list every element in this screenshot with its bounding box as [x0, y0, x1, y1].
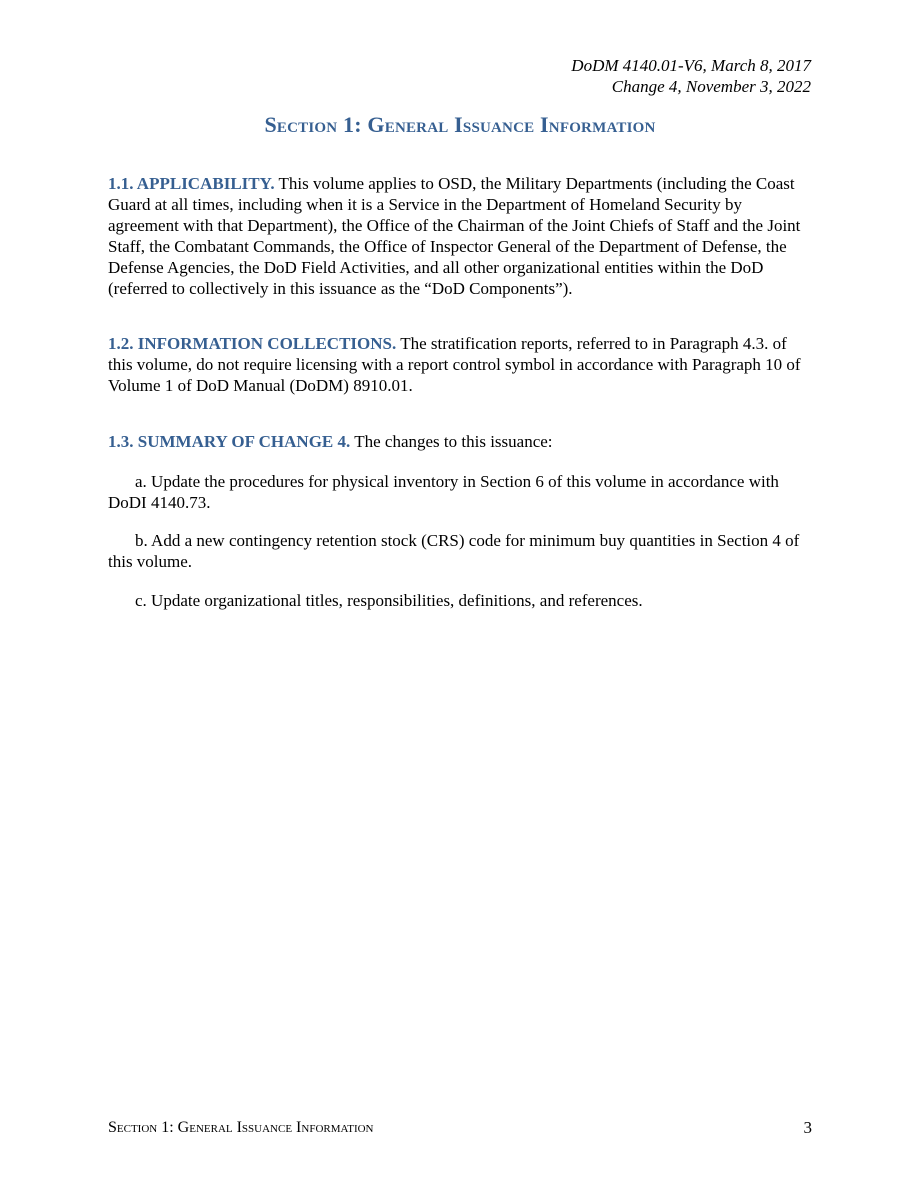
- list-item-text: b. Add a new contingency retention stock (CRS) code for minimum buy quantities in Section 4 of this volume.: [108, 531, 800, 571]
- footer-section-label: Section 1: General Issuance Information: [108, 1119, 374, 1136]
- section-title: Section 1: General Issuance Information: [264, 112, 656, 137]
- list-item-text: c. Update organizational titles, responsibilities, definitions, and references.: [135, 591, 643, 610]
- paragraph-summary-of-change: [108, 431, 812, 452]
- paragraph-text-information-collections: The stratification reports, referred to in Paragraph 4.3. of this volume, do not require licensing with a report control symbol in accordance with Paragraph 10 of Volume 1 of DoD Manual (DoDM) 8910.01.: [108, 334, 801, 395]
- list-item-b: [108, 530, 812, 572]
- paragraph-label-information-collections: 1.2. INFORMATION COLLECTIONS.: [108, 334, 397, 353]
- paragraph-text-summary-of-change: The changes to this issuance:: [350, 432, 553, 451]
- header-change-date: Change 4, November 3, 2022: [611, 77, 811, 96]
- list-item-c: [108, 590, 812, 611]
- paragraph-label-summary-of-change: 1.3. SUMMARY OF CHANGE 4.: [108, 432, 351, 451]
- paragraph-information-collections: [108, 333, 812, 396]
- list-item-text: a. Update the procedures for physical inventory in Section 6 of this volume in accordance with DoDI 4140.73.: [108, 472, 779, 512]
- paragraph-text-applicability: This volume applies to OSD, the Military Departments (including the Coast Guard at all times, including when it is a Service in the Department of Homeland Security by agreement with that Department), the Office of the Chairman of the Joint Chiefs of Staff and the Joint Staff, the Combatant Commands, the Office of Inspector General of the Department of Defense, the Defense Agencies, the DoD Field Activities, and all other organizational entities within the DoD (referred to collectively in this issuance as the “DoD Components”).: [108, 174, 801, 298]
- header-document-id: DoDM 4140.01-V6, March 8, 2017: [571, 56, 811, 75]
- document-header: [571, 55, 811, 97]
- page-number: 3: [803, 1118, 812, 1137]
- list-item-a: [108, 471, 812, 513]
- paragraph-applicability: [108, 173, 812, 299]
- paragraph-label-applicability: 1.1. APPLICABILITY.: [108, 174, 275, 193]
